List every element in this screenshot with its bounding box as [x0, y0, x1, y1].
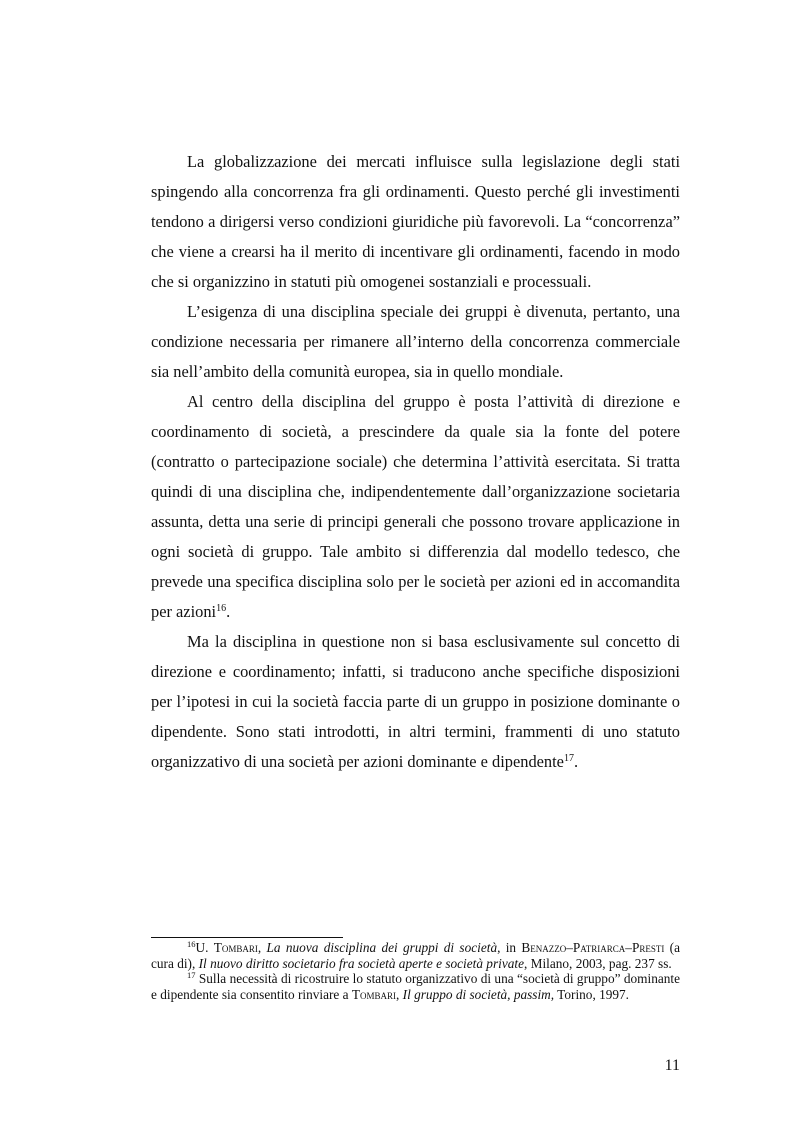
footnote-17: [151, 971, 680, 1002]
paragraph-4-text: Ma la disciplina in questione non si basa esclusivamente sul concetto di direzione e coordinamento; infatti, si traducono anche specifiche disposizioni per l’ipotesi in cui la società faccia parte di un gruppo in posizione dominante o dipendente. Sono stati introdotti, in altri termini, frammenti di uno statuto organizzativo di una società per azioni dominante e dipendente: [151, 632, 680, 771]
footnote-16-initial: U.: [195, 940, 214, 955]
paragraph-3-text: Al centro della disciplina del gruppo è posta l’attività di direzione e coordinamento di società, a prescindere da quale sia la fonte del potere (contratto o partecipazione sociale) che determina l’attività esercitata. Si tratta quindi di una disciplina che, indipendentemente dall’organizzazione societaria assunta, detta una serie di principi generali che possono trovare applicazione in ogni società di gruppo. Tale ambito si differenzia dal modello tedesco, che prevede una specifica disciplina solo per le società per azioni ed in accomandita per azioni: [151, 392, 680, 621]
footnote-16-in: , in: [497, 940, 522, 955]
footnote-16: [151, 940, 680, 971]
footnote-17-details: Torino, 1997.: [554, 986, 630, 1002]
footnote-16-curated: (a cura di),: [151, 940, 680, 971]
footnote-17-title: Il gruppo di società, passim,: [402, 986, 555, 1002]
footnotes: [151, 940, 680, 1002]
paragraph-2-text: L’esigenza di una disciplina speciale dei gruppi è divenuta, pertanto, una condizione necessaria per rimanere all’interno della concorrenza commerciale sia nell’ambito della comunità europea, sia in quello mondiale.: [151, 302, 680, 381]
paragraph-4: [151, 627, 680, 777]
footnote-17-author: Tombari: [351, 986, 396, 1002]
paragraph-1-text: La globalizzazione dei mercati influisce sulla legislazione degli stati spingendo alla concorrenza fra gli ordinamenti. Questo perché gli investimenti tendono a dirigersi verso condizioni giuridiche più favorevoli. La “concorrenza” che viene a crearsi ha il merito di incentivare gli ordinamenti, facendo in modo che si organizzino in statuti più omogenei sostanziali e processuali.: [151, 152, 680, 291]
footnote-16-editors: Benazzo–Patriarca–Presti: [521, 940, 665, 955]
footnote-16-author: Tombari: [213, 940, 258, 955]
footnote-16-number: 16: [187, 939, 196, 949]
footnote-ref-17[interactable]: 17: [563, 753, 574, 764]
footnote-16-sep: ,: [257, 940, 267, 955]
page-number: 11: [664, 1057, 680, 1074]
footnote-16-title: La nuova disciplina dei gruppi di società: [266, 940, 498, 955]
footnote-ref-16[interactable]: 16: [216, 603, 227, 614]
footnote-17-number: 17: [187, 970, 196, 981]
paragraph-3: [151, 387, 680, 627]
footnote-17-sep: ,: [396, 986, 403, 1002]
paragraph-4-end: .: [573, 752, 579, 771]
footnote-16-book: Il nuovo diritto societario fra società aperte e società private: [198, 955, 524, 971]
paragraph-2: [151, 297, 680, 387]
footnote-16-details: , Milano, 2003, pag. 237 ss.: [523, 955, 672, 971]
paragraph-1: [151, 147, 680, 297]
paragraph-3-end: .: [226, 602, 231, 621]
footnote-separator: [151, 937, 343, 938]
body-text: [151, 147, 680, 777]
footnote-17-text: Sulla necessità di ricostruire lo statuto organizzativo di una “società di gruppo” dominante e dipendente sia consentito rinviare a: [151, 971, 680, 1002]
